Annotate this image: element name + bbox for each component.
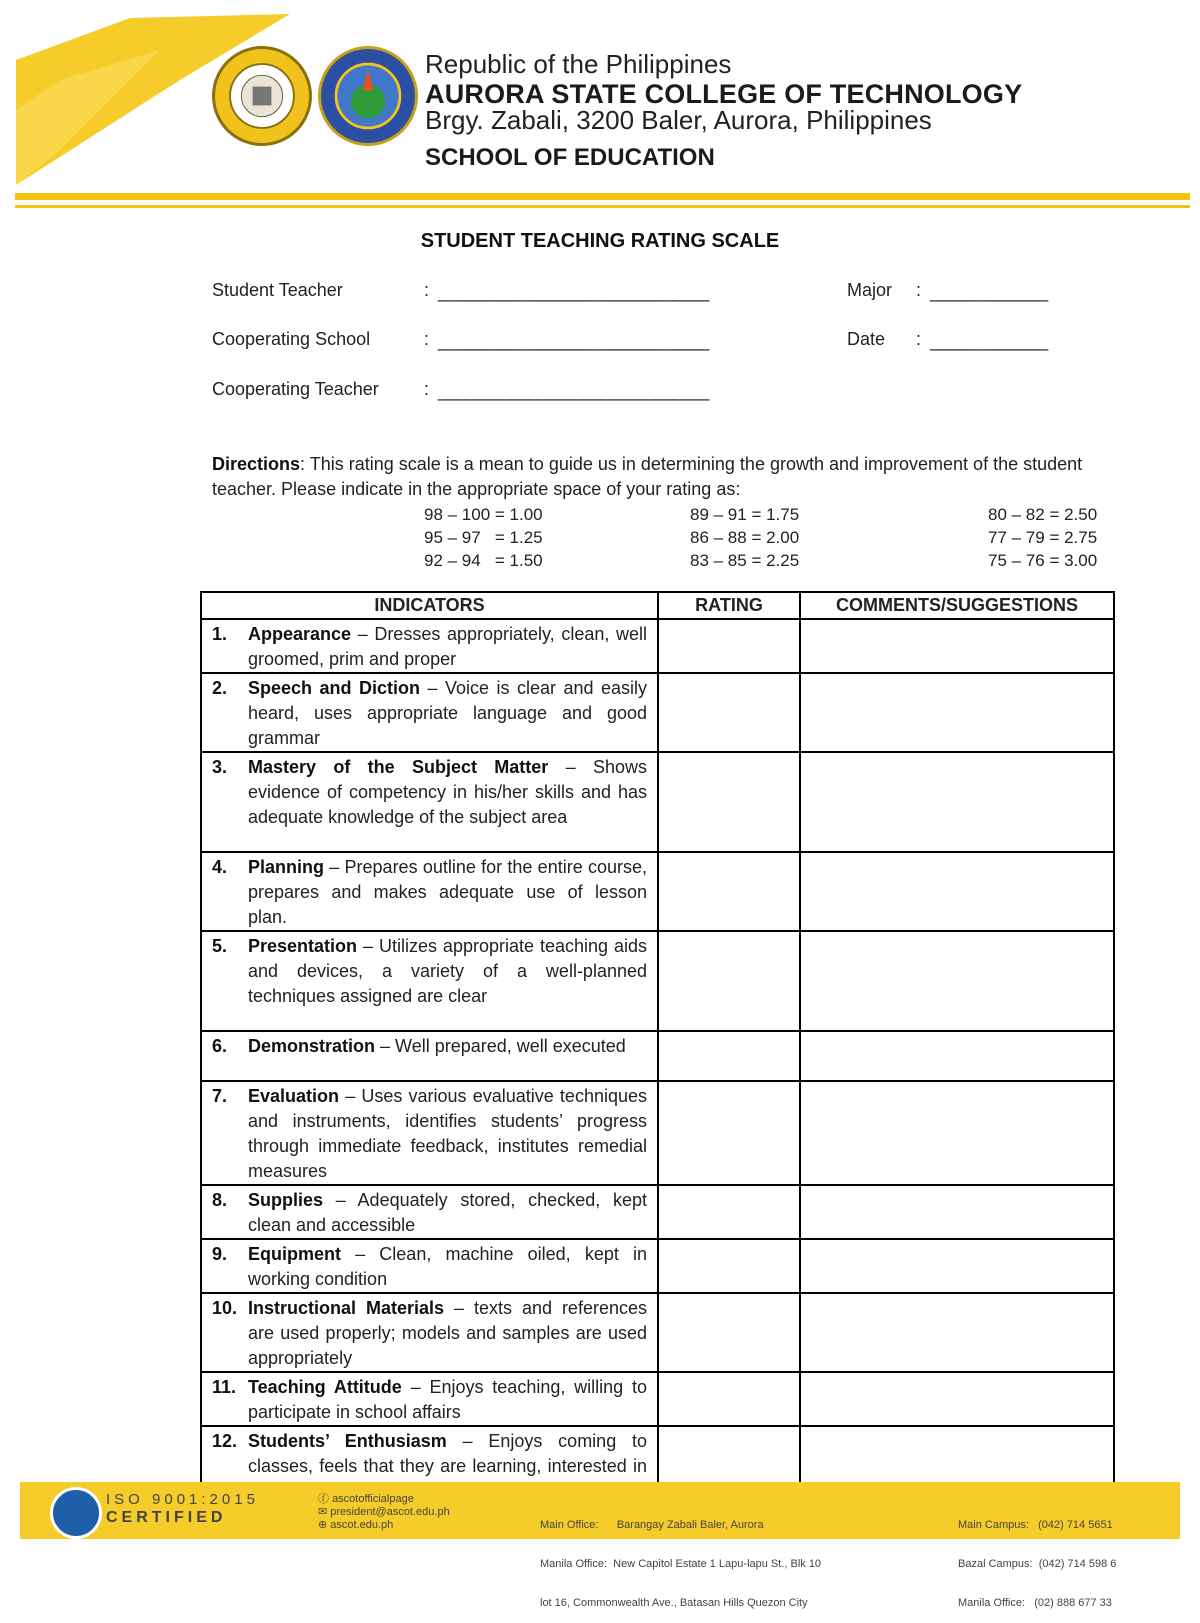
field-colon: : <box>424 379 430 399</box>
comments-cell[interactable] <box>800 1185 1114 1239</box>
directions-paragraph <box>212 452 1132 502</box>
comments-cell[interactable] <box>800 673 1114 752</box>
table-row <box>201 1372 1114 1426</box>
field-cooperating-teacher-label: Cooperating Teacher <box>212 379 379 399</box>
indicator-cell <box>201 673 658 752</box>
indicator-number: 5. <box>212 936 228 956</box>
comments-cell[interactable] <box>800 619 1114 673</box>
indicator-description: – Adequately stored, checked, kept clean and accessible <box>248 1190 647 1235</box>
field-student-teacher-label: Student Teacher <box>212 280 343 300</box>
table-row <box>201 931 1114 1031</box>
table-row <box>201 1293 1114 1372</box>
indicator-number: 7. <box>212 1086 228 1106</box>
indicator-cell <box>201 1372 658 1426</box>
indicator-text <box>248 755 647 830</box>
rating-cell[interactable] <box>658 1081 800 1185</box>
scale-column-3 <box>988 503 1097 572</box>
directions-label: Directions <box>212 454 301 474</box>
indicator-number: 11. <box>212 1377 237 1397</box>
indicator-name: Supplies <box>248 1190 324 1210</box>
indicator-cell <box>201 1185 658 1239</box>
major-blank[interactable]: _____________ <box>930 282 1048 302</box>
header-school-name: SCHOOL OF EDUCATION <box>425 144 715 171</box>
indicator-cell <box>201 1239 658 1293</box>
indicator-cell <box>201 931 658 1031</box>
comments-cell[interactable] <box>800 1239 1114 1293</box>
scale-entry: 80 – 82 = 2.50 <box>988 505 1098 524</box>
indicator-number: 10. <box>212 1298 238 1318</box>
office-line: Main Office: Barangay Zabali Baler, Aurora <box>540 1519 764 1531</box>
office-line: lot 16, Commonwealth Ave., Batasan Hills Quezon City <box>540 1597 808 1609</box>
scale-entry: 77 – 79 = 2.75 <box>988 528 1098 547</box>
indicator-number: 9. <box>212 1244 228 1264</box>
indicator-description: – Voice is clear and easily heard, uses appropriate language and good grammar <box>248 678 647 748</box>
indicator-description: – Clean, machine oiled, kept in working condition <box>248 1244 647 1289</box>
header-college-name: AURORA STATE COLLEGE OF TECHNOLOGY <box>425 79 1023 109</box>
rating-cell[interactable] <box>658 931 800 1031</box>
indicator-number: 1. <box>212 624 228 644</box>
indicator-number: 4. <box>212 857 228 877</box>
comments-cell[interactable] <box>800 1031 1114 1081</box>
indicator-name: Appearance <box>248 624 352 644</box>
rating-cell[interactable] <box>658 1031 800 1081</box>
indicator-number: 6. <box>212 1036 228 1056</box>
rating-cell[interactable] <box>658 1372 800 1426</box>
iso-certification-logo <box>50 1487 102 1539</box>
indicator-text <box>248 1034 647 1059</box>
rating-cell[interactable] <box>658 619 800 673</box>
cooperating-teacher-blank[interactable]: ______________________________ <box>438 381 709 401</box>
indicator-name: Mastery of the Subject Matter <box>248 757 549 777</box>
iso-certified-text: CERTIFIED <box>106 1509 227 1526</box>
scale-entry: 92 – 94 = 1.50 <box>424 551 543 570</box>
header-comments: COMMENTS/SUGGESTIONS <box>800 592 1114 619</box>
table-row <box>201 1185 1114 1239</box>
office-line: Manila Office: New Capitol Estate 1 Lapu-lapu St., Blk 10 <box>540 1558 822 1570</box>
facebook-icon: ⓕ <box>318 1493 333 1505</box>
rating-cell[interactable] <box>658 1293 800 1372</box>
indicator-number: 2. <box>212 678 228 698</box>
footer-social-links <box>318 1493 450 1532</box>
footer-offices <box>540 1493 821 1623</box>
indicator-text <box>248 934 647 1009</box>
college-seal-logo <box>212 46 312 146</box>
comments-cell[interactable] <box>800 1293 1114 1372</box>
scale-column-1 <box>424 503 543 572</box>
rating-cell[interactable] <box>658 1185 800 1239</box>
comments-cell[interactable] <box>800 1081 1114 1185</box>
scale-entry: 83 – 85 = 2.25 <box>690 551 800 570</box>
indicator-name: Speech and Diction <box>248 678 420 698</box>
field-cooperating-school-label: Cooperating School <box>212 329 371 349</box>
indicator-description: – Enjoys coming to classes, feels that they are learning, interested in <box>248 1431 647 1476</box>
scale-column-2 <box>690 503 799 572</box>
globe-icon: ⊕ <box>318 1519 331 1531</box>
table-row <box>201 1239 1114 1293</box>
campus-line: Manila Office: (02) 888 677 33 <box>958 1597 1112 1609</box>
indicator-name: Presentation <box>248 936 358 956</box>
indicator-name: Planning <box>248 857 324 877</box>
rating-table <box>200 591 1115 1506</box>
header-rating: RATING <box>658 592 800 619</box>
indicator-cell <box>201 619 658 673</box>
comments-cell[interactable] <box>800 931 1114 1031</box>
indicator-text <box>248 1296 647 1371</box>
indicator-text <box>248 1084 647 1184</box>
indicator-cell <box>201 1031 658 1081</box>
rating-cell[interactable] <box>658 1239 800 1293</box>
table-row <box>201 1031 1114 1081</box>
indicator-name: Instructional Materials <box>248 1298 445 1318</box>
rating-cell[interactable] <box>658 673 800 752</box>
field-colon: : <box>424 280 430 300</box>
indicator-text <box>248 676 647 751</box>
comments-cell[interactable] <box>800 1372 1114 1426</box>
facebook-page-link[interactable]: ⓕ ascotofficialpage <box>318 1493 414 1505</box>
comments-cell[interactable] <box>800 752 1114 852</box>
field-major-label: Major <box>847 280 893 300</box>
scale-entry: 86 – 88 = 2.00 <box>690 528 800 547</box>
table-row <box>201 619 1114 673</box>
table-row <box>201 852 1114 931</box>
indicator-cell <box>201 852 658 931</box>
indicator-name: Equipment <box>248 1244 341 1264</box>
field-colon: : <box>916 329 922 349</box>
indicator-description: – Utilizes appropriate teaching aids and devices, a variety of a well-planned techniques assigned are clear <box>248 936 647 1006</box>
indicator-number: 12. <box>212 1431 238 1451</box>
indicator-cell <box>201 1081 658 1185</box>
indicator-name: Teaching Attitude <box>248 1377 402 1397</box>
indicator-name: Students’ Enthusiasm <box>248 1431 447 1451</box>
email-icon: ✉ <box>318 1506 331 1518</box>
rating-cell[interactable] <box>658 752 800 852</box>
indicator-text <box>248 622 647 672</box>
indicator-text <box>248 1188 647 1238</box>
indicator-text <box>248 1242 647 1292</box>
scale-entry: 95 – 97 = 1.25 <box>424 528 543 547</box>
indicator-cell <box>201 752 658 852</box>
campus-line: Main Campus: (042) 714 5651 <box>958 1519 1113 1531</box>
indicator-description: – Enjoys teaching, willing to participate in school affairs <box>248 1377 647 1422</box>
header-address: Brgy. Zabali, 3200 Baler, Aurora, Philippines <box>425 105 932 135</box>
field-date-label: Date <box>847 329 886 349</box>
indicator-description: – Uses various evaluative techniques and instruments, identifies students’ progress through immediate feedback, institutes remedial measures <box>248 1086 647 1181</box>
indicator-description: – Shows evidence of competency in his/her skills and has adequate knowledge of the subject area <box>248 757 647 827</box>
table-row <box>201 752 1114 852</box>
field-colon: : <box>916 280 922 300</box>
school-of-education-seal-logo <box>318 46 418 146</box>
indicator-description: – Dresses appropriately, clean, well groomed, prim and proper <box>248 624 647 669</box>
directions-text: : This rating scale is a mean to guide us in determining the growth and improvement of the student teacher. Please indicate in the appropriate space of your rating as: <box>212 454 1083 499</box>
header-divider-lines <box>0 193 1200 215</box>
table-row <box>201 1081 1114 1185</box>
student-teacher-blank[interactable]: ______________________________ <box>438 282 709 302</box>
cooperating-school-blank[interactable]: ______________________________ <box>438 331 709 351</box>
date-blank[interactable]: _____________ <box>930 331 1048 351</box>
scale-entry: 89 – 91 = 1.75 <box>690 505 800 524</box>
indicator-name: Demonstration <box>248 1036 376 1056</box>
scale-entry: 98 – 100 = 1.00 <box>424 505 543 524</box>
table-row <box>201 673 1114 752</box>
scale-entry: 75 – 76 = 3.00 <box>988 551 1098 570</box>
indicator-description: – Well prepared, well executed <box>375 1036 626 1056</box>
campus-line: Bazal Campus: (042) 714 598 6 <box>958 1558 1117 1570</box>
field-colon: : <box>424 329 430 349</box>
comments-cell[interactable] <box>800 852 1114 931</box>
footer-campuses <box>958 1493 1116 1623</box>
email-link[interactable]: ✉ president@ascot.edu.ph <box>318 1506 450 1518</box>
rating-cell[interactable] <box>658 852 800 931</box>
indicator-cell <box>201 1293 658 1372</box>
header-indicators: INDICATORS <box>201 592 658 619</box>
header-republic: Republic of the Philippines <box>425 49 732 79</box>
page-title: STUDENT TEACHING RATING SCALE <box>420 230 780 252</box>
indicator-name: Evaluation <box>248 1086 340 1106</box>
iso-standard-text: ISO 9001:2015 <box>106 1491 259 1508</box>
table-header-row <box>201 592 1114 619</box>
website-link[interactable]: ⊕ ascot.edu.ph <box>318 1519 394 1531</box>
indicator-description: – Prepares outline for the entire course, prepares and makes adequate use of lesson plan. <box>248 857 647 927</box>
indicator-number: 8. <box>212 1190 228 1210</box>
indicator-text <box>248 855 647 930</box>
indicator-description: – texts and references are used properly; models and samples are used appropriately <box>248 1298 647 1368</box>
indicator-number: 3. <box>212 757 228 777</box>
indicator-text <box>248 1375 647 1425</box>
